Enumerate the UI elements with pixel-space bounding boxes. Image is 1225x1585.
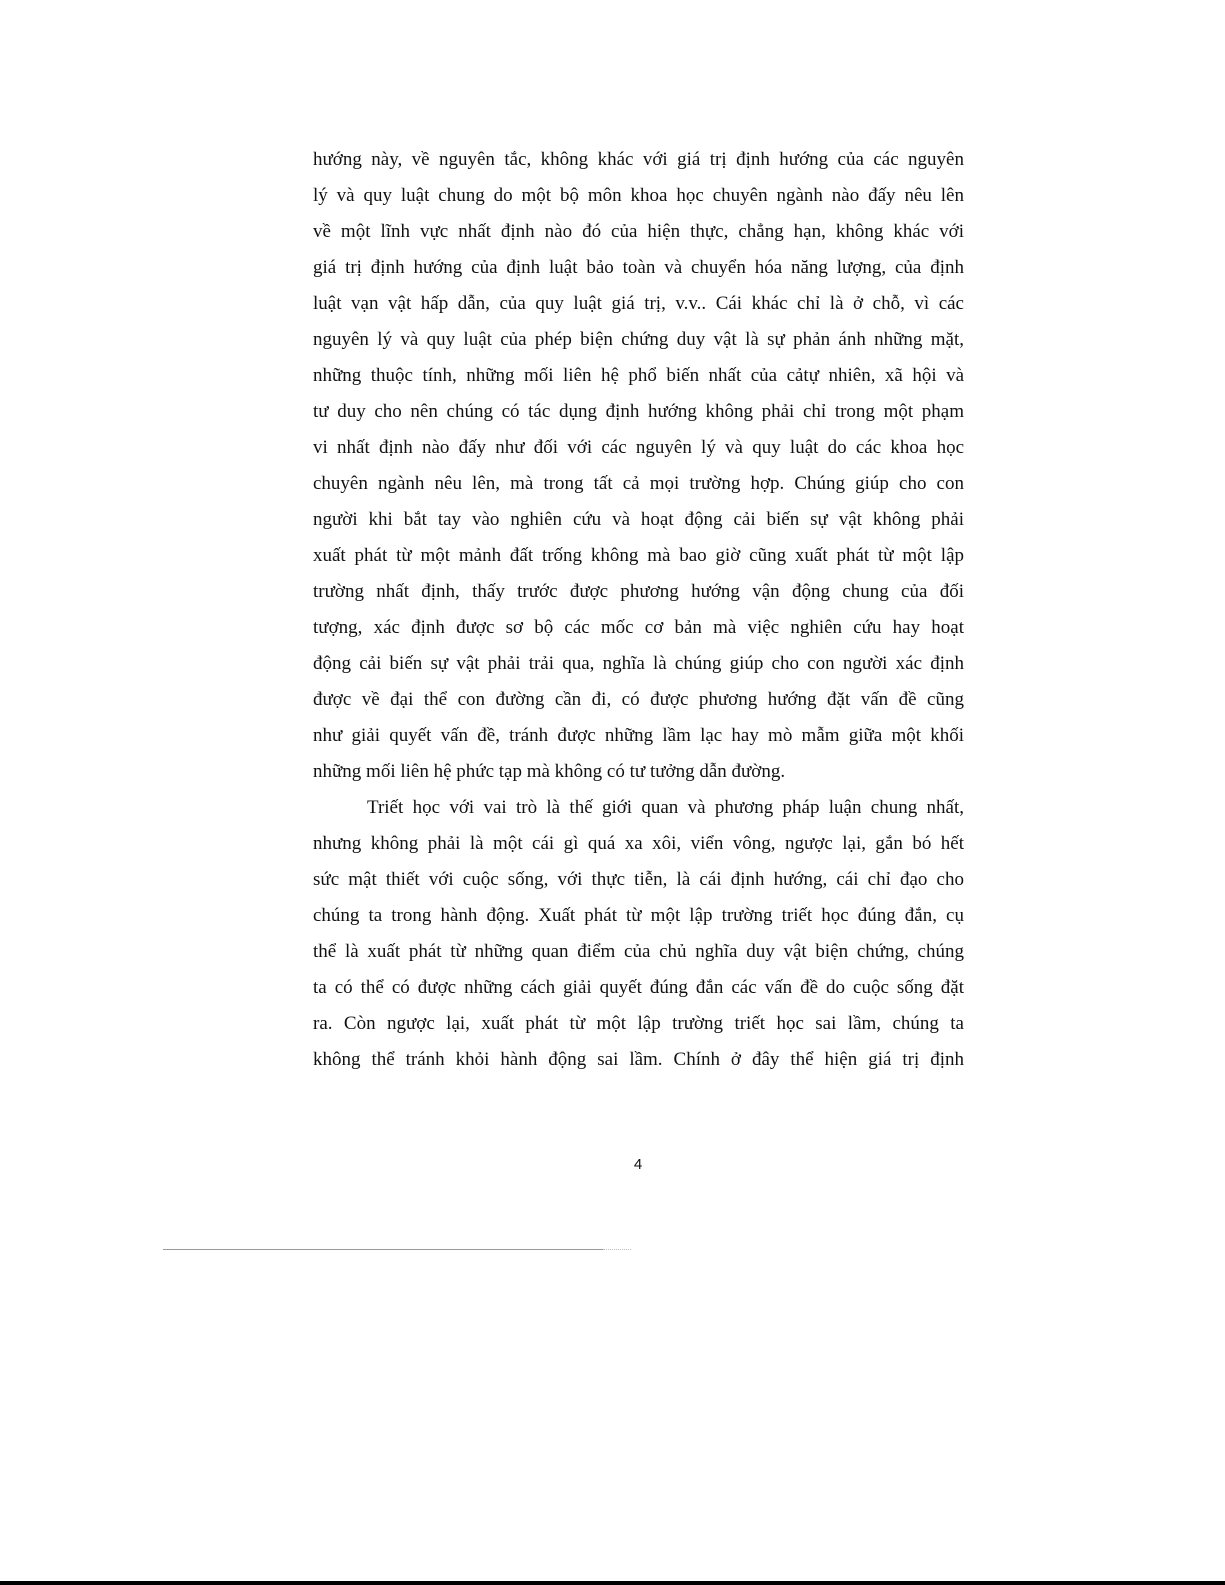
text-line: thể là xuất phát từ những quan điểm của chủ nghĩa duy vật biện chứng, chúng xyxy=(313,941,964,962)
text-line: ra. Còn ngược lại, xuất phát từ một lập trường triết học sai lầm, chúng ta xyxy=(313,1013,964,1034)
page-number: 4 xyxy=(633,1156,643,1173)
text-line: trường nhất định, thấy trước được phương hướng vận động chung của đối xyxy=(313,581,964,602)
text-line: như giải quyết vấn đề, tránh được những lầm lạc hay mò mẫm giữa một khối xyxy=(313,725,964,746)
text-line: chuyên ngành nêu lên, mà trong tất cả mọi trường hợp. Chúng giúp cho con xyxy=(313,473,964,494)
text-line: về một lĩnh vực nhất định nào đó của hiện thực, chẳng hạn, không khác với xyxy=(313,221,964,242)
text-line: được về đại thể con đường cần đi, có được phương hướng đặt vấn đề cũng xyxy=(313,689,964,710)
page-divider-dots xyxy=(603,1249,631,1251)
text-line: tượng, xác định được sơ bộ các mốc cơ bản mà việc nghiên cứu hay hoạt xyxy=(313,617,964,638)
paragraph-1 xyxy=(313,142,964,790)
text-line: tư duy cho nên chúng có tác dụng định hướng không phải chỉ trong một phạm xyxy=(313,401,964,422)
text-line: động cải biến sự vật phải trải qua, nghĩa là chúng giúp cho con người xác định xyxy=(313,653,964,674)
text-line: nguyên lý và quy luật của phép biện chứng duy vật là sự phản ánh những mặt, xyxy=(313,329,964,350)
text-line: vi nhất định nào đấy như đối với các nguyên lý và quy luật do các khoa học xyxy=(313,437,964,458)
text-line: không thể tránh khỏi hành động sai lầm. Chính ở đây thể hiện giá trị định xyxy=(313,1049,964,1070)
text-line: những mối liên hệ phức tạp mà không có tư tưởng dẫn đường. xyxy=(313,761,786,782)
paragraph-2 xyxy=(313,790,964,1078)
text-line: sức mật thiết với cuộc sống, với thực tiễn, là cái định hướng, cái chỉ đạo cho xyxy=(313,869,964,890)
bottom-edge-border xyxy=(0,1581,1225,1585)
page-divider-line xyxy=(163,1249,603,1250)
text-line: lý và quy luật chung do một bộ môn khoa học chuyên ngành nào đấy nêu lên xyxy=(313,185,964,206)
text-line: những thuộc tính, những mối liên hệ phổ biến nhất của cảtự nhiên, xã hội và xyxy=(313,365,964,386)
text-line: ta có thể có được những cách giải quyết đúng đắn các vấn đề do cuộc sống đặt xyxy=(313,977,964,998)
text-line: Triết học với vai trò là thế giới quan và phương pháp luận chung nhất, xyxy=(367,797,964,818)
text-line: người khi bắt tay vào nghiên cứu và hoạt động cải biến sự vật không phải xyxy=(313,509,964,530)
text-line: chúng ta trong hành động. Xuất phát từ một lập trường triết học đúng đắn, cụ xyxy=(313,905,964,926)
text-line: nhưng không phải là một cái gì quá xa xôi, viển vông, ngược lại, gắn bó hết xyxy=(313,833,964,854)
text-line: hướng này, về nguyên tắc, không khác với giá trị định hướng của các nguyên xyxy=(313,149,964,170)
text-line: xuất phát từ một mảnh đất trống không mà bao giờ cũng xuất phát từ một lập xyxy=(313,545,964,566)
body-text xyxy=(313,142,964,1078)
text-line: giá trị định hướng của định luật bảo toàn và chuyển hóa năng lượng, của định xyxy=(313,257,964,278)
text-line: luật vạn vật hấp dẫn, của quy luật giá trị, v.v.. Cái khác chỉ là ở chỗ, vì các xyxy=(313,293,964,314)
